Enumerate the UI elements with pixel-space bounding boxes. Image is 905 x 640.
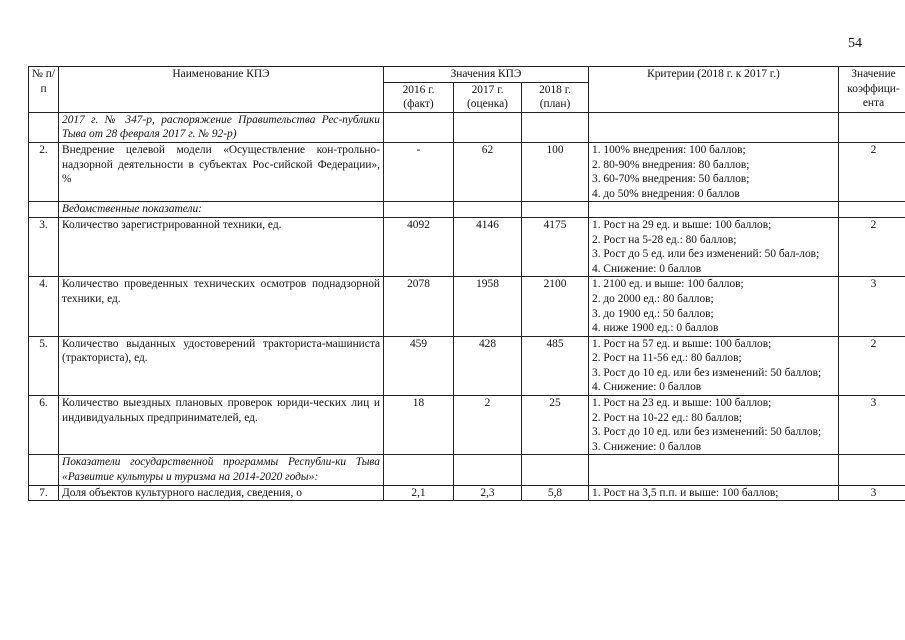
table-row: [29, 217, 905, 276]
value-2016: -: [384, 142, 454, 201]
table-row: [29, 455, 905, 485]
row-num: 4.: [29, 277, 59, 336]
value-2017: 428: [454, 336, 522, 395]
criteria-line: 1. Рост на 23 ед. и выше: 100 баллов;: [592, 397, 772, 410]
value-2017: 2: [454, 396, 522, 455]
criteria-line: 4. Снижение: 0 баллов: [592, 381, 702, 394]
criteria-cell: [589, 217, 839, 276]
row-name: 2017 г. № 347-р, распоряжение Правительства Рес-публики Тыва от 28 февраля 2017 г. № 92-р): [59, 112, 384, 142]
coef-value: 3: [839, 277, 905, 336]
criteria-cell: [589, 336, 839, 395]
criteria-line: 2. до 2000 ед.: 80 баллов;: [592, 292, 714, 305]
row-num: [29, 112, 59, 142]
value-2018: 2100: [522, 277, 589, 336]
page-number: 54: [848, 36, 862, 51]
criteria-line: 4. ниже 1900 ед.: 0 баллов: [592, 322, 719, 335]
criteria-line: 3. Снижение: 0 баллов: [592, 440, 702, 453]
criteria-line: 1. Рост на 57 ед. и выше: 100 баллов;: [592, 337, 772, 350]
table-row: [29, 485, 905, 501]
header-values-group: Значения КПЭ: [384, 67, 589, 83]
section-heading: Показатели государственной программы Республи-ки Тыва «Развитие культуры и туризма на 2014-2020 годы»:: [59, 455, 384, 485]
row-num: 6.: [29, 396, 59, 455]
table-row: [29, 277, 905, 336]
value-2017: 1958: [454, 277, 522, 336]
criteria-line: 1. 2100 ед. и выше: 100 баллов;: [592, 278, 744, 291]
value-2017: 4146: [454, 217, 522, 276]
row-num: 3.: [29, 217, 59, 276]
table-row: [29, 202, 905, 218]
header-criteria: Критерии (2018 г. к 2017 г.): [589, 67, 839, 113]
row-name: Количество выездных плановых проверок юриди-ческих лиц и индивидуальных предпринимателей, ед.: [59, 396, 384, 455]
value-2016: 4092: [384, 217, 454, 276]
header-2016: 2016 г. (факт): [384, 82, 454, 112]
criteria-line: 2. 80-90% внедрения: 80 баллов;: [592, 158, 750, 171]
row-num: 5.: [29, 336, 59, 395]
criteria-cell: [589, 142, 839, 201]
criteria-line: 4. до 50% внедрения: 0 баллов: [592, 187, 740, 200]
table-row: [29, 142, 905, 201]
criteria-line: 3. до 1900 ед.: 50 баллов;: [592, 307, 714, 320]
criteria-line: 3. Рост до 5 ед. или без изменений: 50 бал-лов;: [592, 248, 820, 261]
row-num: 7.: [29, 485, 59, 501]
header-num: № п/п: [29, 67, 59, 113]
criteria-cell: [589, 485, 839, 501]
row-name: Внедрение целевой модели «Осуществление кон-трольно-надзорной деятельности в субъектах Рос-сийской Федерации», %: [59, 142, 384, 201]
value-2018: 4175: [522, 217, 589, 276]
criteria-cell: [589, 277, 839, 336]
row-name: Количество зарегистрированной техники, ед.: [59, 217, 384, 276]
criteria-line: 2. Рост на 10-22 ед.: 80 баллов;: [592, 411, 743, 424]
header-row: [29, 67, 905, 83]
value-2016: 459: [384, 336, 454, 395]
value-2016: 18: [384, 396, 454, 455]
kpi-table: [28, 66, 905, 501]
criteria-line: 1. Рост на 29 ед. и выше: 100 баллов;: [592, 218, 772, 231]
value-2018: 5,8: [522, 485, 589, 501]
criteria-line: 2. Рост на 11-56 ед.: 80 баллов;: [592, 352, 742, 365]
value-2018: 485: [522, 336, 589, 395]
criteria-line: 4. Снижение: 0 баллов: [592, 262, 702, 275]
criteria-line: 1. Рост на 3,5 п.п. и выше: 100 баллов;: [592, 486, 779, 499]
section-heading: Ведомственные показатели:: [59, 202, 384, 218]
coef-value: 2: [839, 142, 905, 201]
criteria-cell: [589, 396, 839, 455]
criteria-line: 3. Рост до 10 ед. или без изменений: 50 баллов;: [592, 426, 822, 439]
value-2018: 25: [522, 396, 589, 455]
value-2016: 2078: [384, 277, 454, 336]
value-2017: 2,3: [454, 485, 522, 501]
table-row: [29, 112, 905, 142]
row-name: Доля объектов культурного наследия, сведения, о: [59, 485, 384, 501]
criteria-line: 2. Рост на 5-28 ед.: 80 баллов;: [592, 233, 737, 246]
header-name: Наименование КПЭ: [59, 67, 384, 113]
header-2017: 2017 г. (оценка): [454, 82, 522, 112]
criteria-line: 3. 60-70% внедрения: 50 баллов;: [592, 173, 750, 186]
value-2017: 62: [454, 142, 522, 201]
value-2016: 2,1: [384, 485, 454, 501]
table-row: [29, 336, 905, 395]
row-num: 2.: [29, 142, 59, 201]
coef-value: 2: [839, 336, 905, 395]
criteria-line: 1. 100% внедрения: 100 баллов;: [592, 143, 746, 156]
coef-value: 2: [839, 217, 905, 276]
header-2018: 2018 г. (план): [522, 82, 589, 112]
value-2018: 100: [522, 142, 589, 201]
row-name: Количество проведенных технических осмотров поднадзорной техники, ед.: [59, 277, 384, 336]
criteria-line: 3. Рост до 10 ед. или без изменений: 50 баллов;: [592, 366, 822, 379]
table-row: [29, 396, 905, 455]
coef-value: 3: [839, 485, 905, 501]
coef-value: 3: [839, 396, 905, 455]
row-name: Количество выданных удостоверений тракториста-машиниста (тракториста), ед.: [59, 336, 384, 395]
header-coef: Значение коэффици-ента: [839, 67, 905, 113]
